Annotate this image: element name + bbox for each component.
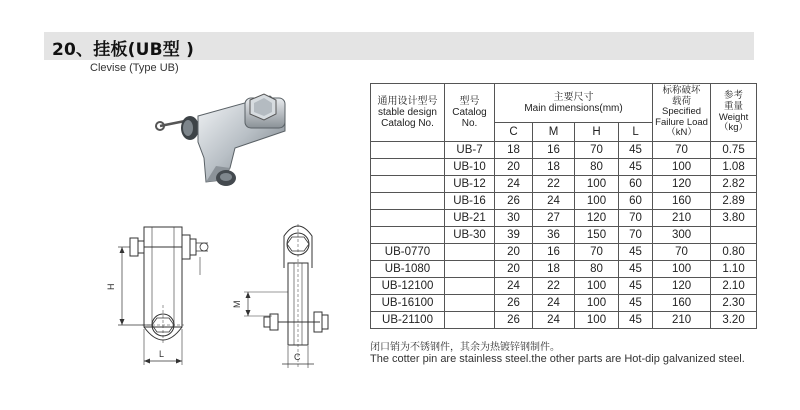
dim-label-m: M	[232, 300, 242, 308]
cell-h: 100	[575, 295, 619, 312]
cell-m: 16	[533, 142, 575, 159]
cell-c: 26	[495, 193, 533, 210]
cell-m: 16	[533, 244, 575, 261]
cell-h: 120	[575, 210, 619, 227]
table-row	[371, 295, 757, 312]
cell-h: 80	[575, 159, 619, 176]
col-header-model	[445, 84, 495, 142]
cell-design	[371, 227, 445, 244]
cell-design: UB-1080	[371, 261, 445, 278]
cell-weight: 2.82	[711, 176, 757, 193]
col-header-weight-cn1: 参考	[724, 90, 744, 102]
cell-m: 18	[533, 159, 575, 176]
cell-c: 39	[495, 227, 533, 244]
col-header-weight	[711, 84, 757, 142]
cell-design: UB-21100	[371, 312, 445, 329]
cell-design	[371, 176, 445, 193]
table-header-row	[371, 84, 757, 123]
note-english: The cotter pin are stainless steel.the other parts are Hot-dip galvanized steel.	[370, 353, 745, 365]
cell-h: 70	[575, 244, 619, 261]
dim-label-c: C	[294, 352, 301, 362]
cell-l: 45	[619, 142, 653, 159]
cell-weight: 1.10	[711, 261, 757, 278]
cell-weight: 2.89	[711, 193, 757, 210]
col-header-h: H	[575, 123, 619, 142]
cell-load: 160	[653, 193, 711, 210]
col-header-l: L	[619, 123, 653, 142]
col-header-load-cn1: 标称破坏	[662, 84, 701, 96]
cell-weight: 1.08	[711, 159, 757, 176]
cell-c: 26	[495, 312, 533, 329]
cell-l: 45	[619, 278, 653, 295]
cell-l: 45	[619, 159, 653, 176]
col-header-design-model	[371, 84, 445, 142]
cell-l: 60	[619, 176, 653, 193]
col-header-dims-en: Main dimensions(mm)	[524, 103, 623, 114]
col-header-weight-unit: （kg）	[719, 122, 749, 134]
cell-c: 20	[495, 159, 533, 176]
cell-model: UB-16	[445, 193, 495, 210]
cell-c: 20	[495, 244, 533, 261]
cell-model: UB-12	[445, 176, 495, 193]
cell-load: 70	[653, 244, 711, 261]
col-header-load-unit: （kN）	[666, 127, 697, 139]
cell-load: 120	[653, 278, 711, 295]
cell-m: 36	[533, 227, 575, 244]
front-view-drawing	[100, 205, 220, 373]
cell-model	[445, 278, 495, 295]
cell-l: 45	[619, 244, 653, 261]
cell-l: 45	[619, 295, 653, 312]
dim-label-h: H	[106, 283, 116, 290]
cell-load: 300	[653, 227, 711, 244]
cell-design: UB-12100	[371, 278, 445, 295]
cell-design	[371, 142, 445, 159]
cell-model	[445, 261, 495, 278]
col-header-model-en: Catalog No.	[452, 106, 487, 130]
section-title: 20、挂板(UB型 )	[52, 40, 195, 60]
dim-label-l: L	[159, 349, 165, 359]
table-row	[371, 159, 757, 176]
cell-m: 27	[533, 210, 575, 227]
cell-l: 45	[619, 312, 653, 329]
col-header-design-model-en1: stable design	[378, 106, 437, 118]
table-row	[371, 261, 757, 278]
col-header-failure-load	[653, 84, 711, 142]
table-row	[371, 244, 757, 261]
cell-c: 24	[495, 176, 533, 193]
cell-load: 160	[653, 295, 711, 312]
cell-model: UB-10	[445, 159, 495, 176]
cell-weight: 0.80	[711, 244, 757, 261]
cell-h: 100	[575, 278, 619, 295]
col-header-m: M	[533, 123, 575, 142]
cell-c: 18	[495, 142, 533, 159]
cell-load: 70	[653, 142, 711, 159]
col-header-main-dimensions	[495, 84, 653, 123]
cell-model	[445, 312, 495, 329]
cell-h: 100	[575, 312, 619, 329]
cell-m: 24	[533, 193, 575, 210]
cell-m: 22	[533, 176, 575, 193]
cell-design	[371, 159, 445, 176]
cell-weight: 2.10	[711, 278, 757, 295]
cell-model: UB-30	[445, 227, 495, 244]
cell-h: 100	[575, 176, 619, 193]
cell-m: 18	[533, 261, 575, 278]
col-header-design-model-en2: Catalog No.	[381, 118, 434, 130]
cell-c: 26	[495, 295, 533, 312]
cell-weight: 2.30	[711, 295, 757, 312]
cell-weight: 3.80	[711, 210, 757, 227]
col-header-model-cn: 型号	[459, 95, 480, 107]
product-photo	[150, 86, 300, 196]
table-row	[371, 210, 757, 227]
col-header-load-cn2: 载荷	[672, 95, 692, 107]
col-header-load-en2: Failure Load	[655, 116, 708, 128]
cell-h: 150	[575, 227, 619, 244]
col-header-c: C	[495, 123, 533, 142]
section-subtitle: Clevise (Type UB)	[90, 62, 179, 74]
col-header-weight-cn2: 重量	[724, 100, 744, 112]
col-header-design-model-cn: 通用设计型号	[377, 95, 438, 107]
table-row	[371, 176, 757, 193]
cell-load: 100	[653, 261, 711, 278]
cell-design: UB-0770	[371, 244, 445, 261]
cell-l: 60	[619, 193, 653, 210]
cell-load: 120	[653, 176, 711, 193]
cell-c: 24	[495, 278, 533, 295]
cell-model: UB-21	[445, 210, 495, 227]
table-row	[371, 142, 757, 159]
cell-m: 22	[533, 278, 575, 295]
cell-load: 210	[653, 312, 711, 329]
cell-weight: 0.75	[711, 142, 757, 159]
cell-design	[371, 210, 445, 227]
table-row	[371, 312, 757, 329]
cell-weight: 3.20	[711, 312, 757, 329]
cell-design	[371, 193, 445, 210]
cell-l: 70	[619, 210, 653, 227]
cell-c: 20	[495, 261, 533, 278]
cell-m: 24	[533, 312, 575, 329]
col-header-dims-cn: 主要尺寸	[553, 91, 594, 103]
cell-model	[445, 244, 495, 261]
cell-design: UB-16100	[371, 295, 445, 312]
cell-l: 45	[619, 261, 653, 278]
table-row	[371, 227, 757, 244]
cell-model: UB-7	[445, 142, 495, 159]
side-view-drawing	[228, 218, 338, 373]
cell-m: 24	[533, 295, 575, 312]
cell-load: 100	[653, 159, 711, 176]
col-header-load-en1: Specified	[662, 106, 702, 118]
cell-l: 70	[619, 227, 653, 244]
cell-h: 100	[575, 193, 619, 210]
note-chinese: 闭口销为不锈钢件，其余为热镀锌钢制件。	[370, 342, 560, 353]
cell-weight	[711, 227, 757, 244]
cell-h: 80	[575, 261, 619, 278]
cell-model	[445, 295, 495, 312]
table-row	[371, 278, 757, 295]
cell-h: 70	[575, 142, 619, 159]
col-header-weight-en: Weight	[718, 111, 749, 123]
cell-load: 210	[653, 210, 711, 227]
cell-c: 30	[495, 210, 533, 227]
table-row	[371, 193, 757, 210]
specification-table	[370, 83, 757, 329]
